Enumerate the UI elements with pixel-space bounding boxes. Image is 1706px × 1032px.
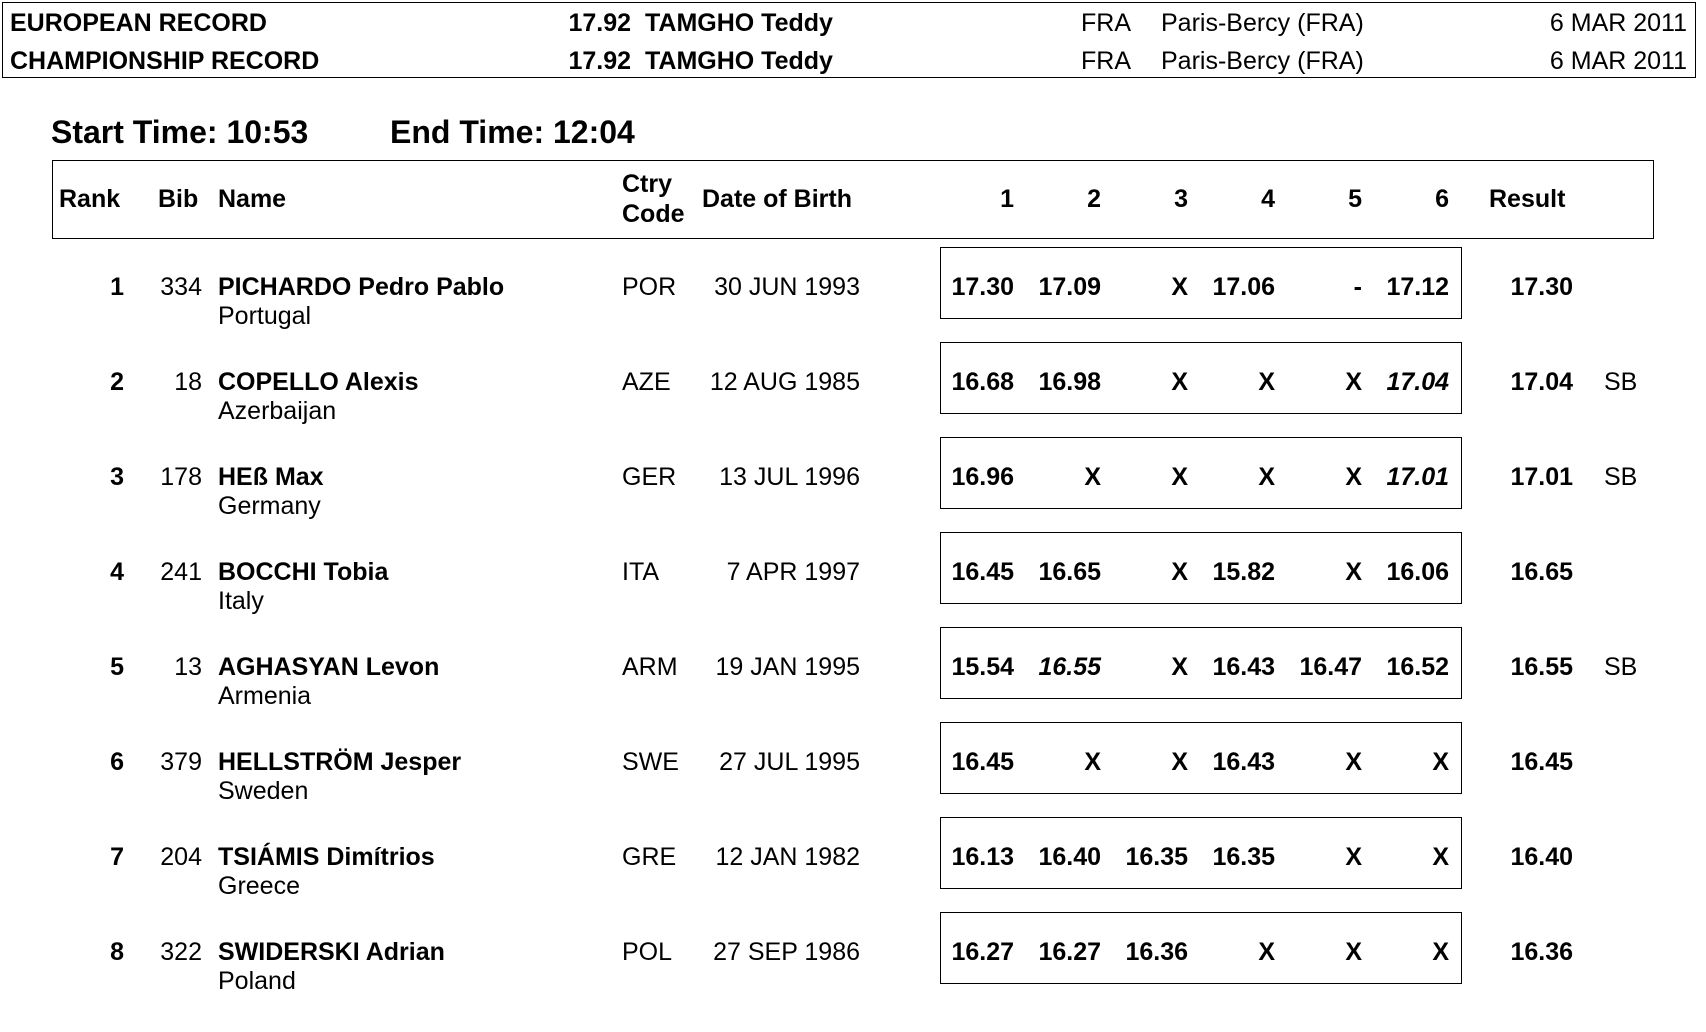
record-holder: TAMGHO Teddy [645, 47, 833, 75]
athlete-name: PICHARDO Pedro Pablo [218, 273, 505, 301]
country-code: AZE [622, 368, 671, 396]
header-dob: Date of Birth [702, 185, 852, 213]
attempt-5: 16.47 [1299, 653, 1362, 681]
attempt-5: X [1345, 843, 1362, 871]
result-note: SB [1604, 653, 1638, 681]
attempt-6: 17.04 [1386, 368, 1449, 396]
result: 16.65 [1510, 558, 1573, 586]
header-code: Code [622, 200, 685, 228]
attempt-1: 16.27 [951, 938, 1014, 966]
bib: 204 [160, 843, 202, 871]
record-label: EUROPEAN RECORD [10, 9, 267, 37]
date-of-birth: 27 JUL 1995 [719, 748, 860, 776]
header-attempt-6: 6 [1435, 185, 1449, 213]
attempt-6: 16.52 [1386, 653, 1449, 681]
attempt-4: X [1258, 463, 1275, 491]
result: 17.04 [1510, 368, 1573, 396]
record-label: CHAMPIONSHIP RECORD [10, 47, 320, 75]
country-code: POL [622, 938, 673, 966]
country-code: POR [622, 273, 677, 301]
athlete-country: Germany [218, 492, 321, 520]
attempt-3: X [1171, 748, 1188, 776]
athlete-name: COPELLO Alexis [218, 368, 419, 396]
header-rank: Rank [59, 185, 121, 213]
attempt-6: 16.06 [1386, 558, 1449, 586]
record-venue: Paris-Bercy (FRA) [1161, 9, 1364, 37]
bib: 178 [160, 463, 202, 491]
rank: 5 [110, 653, 124, 681]
attempt-3: 16.35 [1125, 843, 1188, 871]
start-time: Start Time: 10:53 [51, 114, 309, 150]
athlete-country: Portugal [218, 302, 312, 330]
bib: 241 [160, 558, 202, 586]
athlete-name: HEß Max [218, 463, 324, 491]
rank: 7 [110, 843, 124, 871]
athlete-name: AGHASYAN Levon [218, 653, 440, 681]
result: 16.55 [1510, 653, 1573, 681]
result: 17.01 [1510, 463, 1573, 491]
date-of-birth: 12 JAN 1982 [715, 843, 860, 871]
attempt-5: X [1345, 558, 1362, 586]
attempt-1: 16.96 [951, 463, 1014, 491]
attempt-3: X [1171, 463, 1188, 491]
athlete-country: Azerbaijan [218, 397, 337, 425]
bib: 379 [160, 748, 202, 776]
attempt-4: 15.82 [1212, 558, 1275, 586]
header-attempt-4: 4 [1261, 185, 1275, 213]
attempt-3: 16.36 [1125, 938, 1188, 966]
country-code: GER [622, 463, 677, 491]
attempt-4: 16.43 [1212, 748, 1275, 776]
rank: 6 [110, 748, 124, 776]
rank: 8 [110, 938, 124, 966]
attempt-2: 16.55 [1038, 653, 1101, 681]
records-box [2, 2, 1696, 78]
attempt-6: X [1432, 938, 1449, 966]
attempt-1: 16.45 [951, 558, 1014, 586]
attempt-2: X [1084, 463, 1101, 491]
attempt-3: X [1171, 653, 1188, 681]
athlete-country: Poland [218, 967, 296, 995]
date-of-birth: 30 JUN 1993 [714, 273, 860, 301]
date-of-birth: 13 JUL 1996 [719, 463, 860, 491]
attempt-6: X [1432, 748, 1449, 776]
attempt-5: X [1345, 463, 1362, 491]
header-result: Result [1489, 185, 1566, 213]
country-code: SWE [622, 748, 679, 776]
record-date: 6 MAR 2011 [1549, 47, 1687, 75]
country-code: ITA [622, 558, 660, 586]
bib: 334 [160, 273, 202, 301]
table-row [0, 937, 1706, 1032]
result: 16.36 [1510, 938, 1573, 966]
bib: 322 [160, 938, 202, 966]
attempt-2: X [1084, 748, 1101, 776]
bib: 13 [174, 653, 202, 681]
attempt-1: 16.45 [951, 748, 1014, 776]
athlete-name: HELLSTRÖM Jesper [218, 748, 462, 776]
attempt-4: 16.35 [1212, 843, 1275, 871]
athlete-country: Italy [218, 587, 264, 615]
result: 16.45 [1510, 748, 1573, 776]
attempt-5: X [1345, 368, 1362, 396]
header-bib: Bib [158, 185, 199, 213]
rank: 4 [110, 558, 124, 586]
attempt-2: 16.98 [1038, 368, 1101, 396]
country-code: ARM [622, 653, 678, 681]
attempt-5: - [1353, 273, 1362, 301]
attempt-2: 16.65 [1038, 558, 1101, 586]
record-venue: Paris-Bercy (FRA) [1161, 47, 1364, 75]
attempt-4: X [1258, 368, 1275, 396]
attempt-5: X [1345, 748, 1362, 776]
record-country: FRA [1081, 9, 1131, 37]
attempt-3: X [1171, 368, 1188, 396]
date-of-birth: 12 AUG 1985 [709, 368, 860, 396]
athlete-country: Greece [218, 872, 300, 900]
record-country: FRA [1081, 47, 1131, 75]
attempt-3: X [1171, 273, 1188, 301]
header-name: Name [218, 185, 287, 213]
result: 17.30 [1510, 273, 1573, 301]
attempt-1: 16.68 [951, 368, 1014, 396]
rank: 1 [110, 273, 124, 301]
rank: 2 [110, 368, 124, 396]
athlete-name: BOCCHI Tobia [218, 558, 389, 586]
attempt-1: 16.13 [951, 843, 1014, 871]
country-code: GRE [622, 843, 677, 871]
header-attempt-3: 3 [1174, 185, 1188, 213]
header-attempt-2: 2 [1087, 185, 1101, 213]
athlete-name: SWIDERSKI Adrian [218, 938, 445, 966]
attempt-3: X [1171, 558, 1188, 586]
result-note: SB [1604, 368, 1638, 396]
end-time: End Time: 12:04 [390, 114, 635, 150]
attempt-4: X [1258, 938, 1275, 966]
athlete-country: Armenia [218, 682, 312, 710]
athlete-name: TSIÁMIS Dimítrios [218, 843, 435, 871]
record-mark: 17.92 [568, 47, 631, 75]
record-mark: 17.92 [568, 9, 631, 37]
date-of-birth: 7 APR 1997 [726, 558, 860, 586]
attempt-2: 16.40 [1038, 843, 1101, 871]
date-of-birth: 27 SEP 1986 [713, 938, 860, 966]
rank: 3 [110, 463, 124, 491]
attempt-5: X [1345, 938, 1362, 966]
attempt-6: 17.01 [1386, 463, 1449, 491]
attempt-4: 17.06 [1212, 273, 1275, 301]
attempt-2: 16.27 [1038, 938, 1101, 966]
attempt-6: 17.12 [1386, 273, 1449, 301]
bib: 18 [174, 368, 202, 396]
result-note: SB [1604, 463, 1638, 491]
record-row-european [3, 5, 1695, 41]
result: 16.40 [1510, 843, 1573, 871]
attempt-4: 16.43 [1212, 653, 1275, 681]
athlete-country: Sweden [218, 777, 309, 805]
record-holder: TAMGHO Teddy [645, 9, 833, 37]
header-attempt-5: 5 [1348, 185, 1362, 213]
date-of-birth: 19 JAN 1995 [715, 653, 860, 681]
attempt-2: 17.09 [1038, 273, 1101, 301]
attempt-1: 17.30 [951, 273, 1014, 301]
attempt-1: 15.54 [951, 653, 1014, 681]
header-ctry: Ctry [622, 170, 673, 198]
record-row-championship [3, 43, 1695, 79]
record-date: 6 MAR 2011 [1549, 9, 1687, 37]
attempt-6: X [1432, 843, 1449, 871]
header-attempt-1: 1 [1000, 185, 1014, 213]
